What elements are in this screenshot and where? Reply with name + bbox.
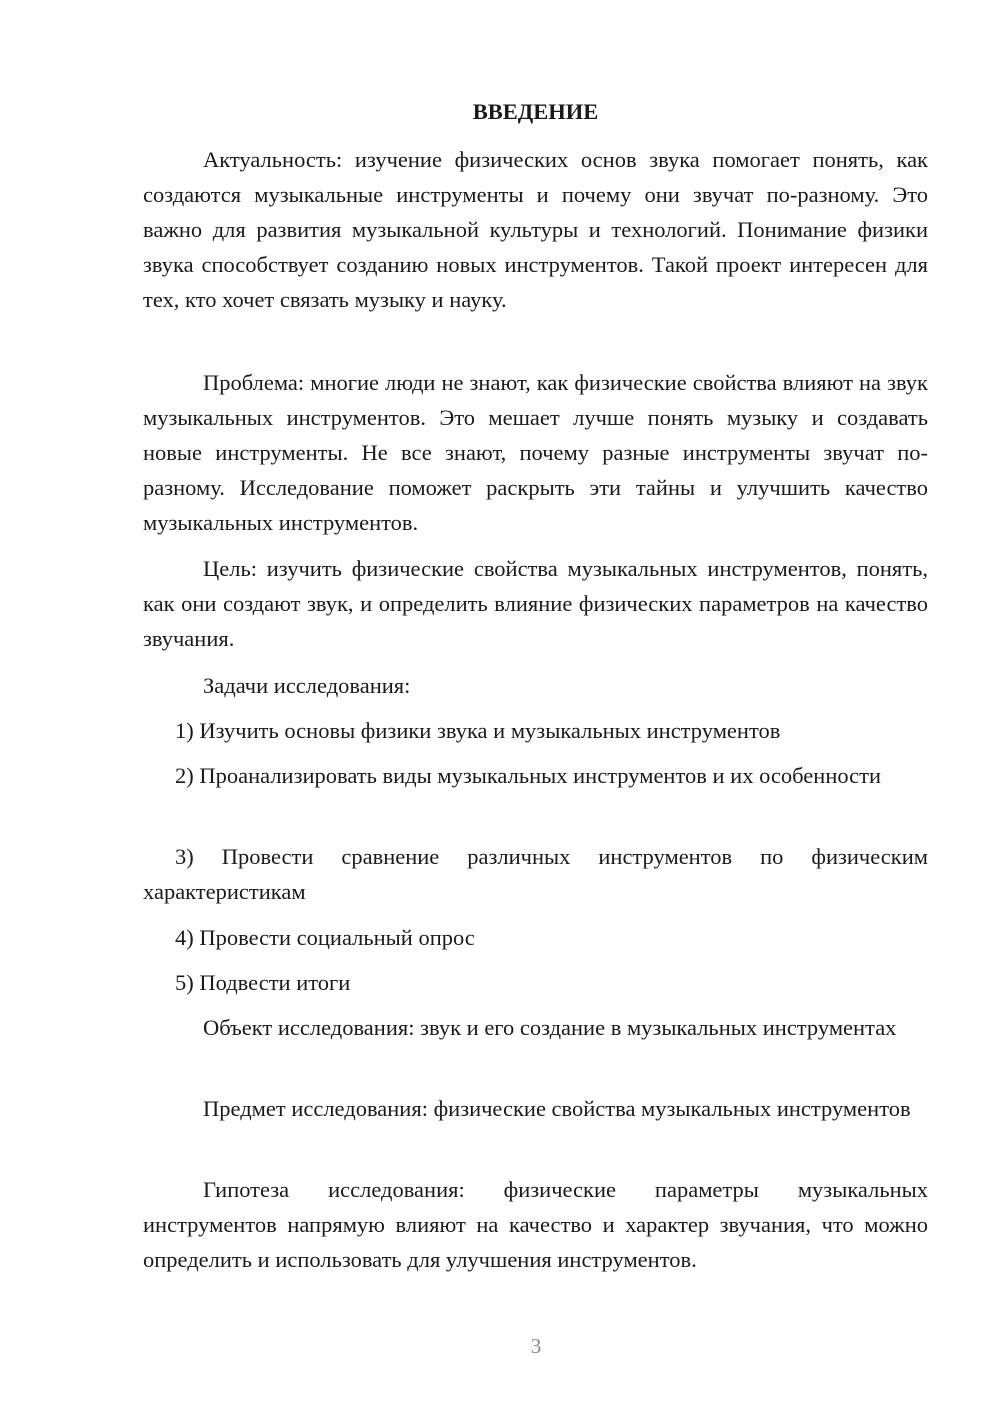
task-item-3: 3) Провести сравнение различных инструментов по физическим характеристикам <box>143 844 928 904</box>
hypothesis-paragraph: Гипотеза исследования: физические параметры музыкальных инструментов напрямую влияют на качество и характер звучания, что можно определить и использовать для улучшения инструментов. <box>143 1177 928 1272</box>
task-item-4: 4) Провести социальный опрос <box>175 925 475 950</box>
subject-paragraph: Предмет исследования: физические свойства музыкальных инструментов <box>203 1096 911 1121</box>
object-paragraph: Объект исследования: звук и его создание в музыкальных инструментах <box>203 1015 897 1040</box>
task-item-2: 2) Проанализировать виды музыкальных инструментов и их особенности <box>175 763 882 788</box>
goal-paragraph: Цель: изучить физические свойства музыкальных инструментов, понять, как они создают звук, и определить влияние физических параметров на качество звучания. <box>143 556 928 651</box>
page-number: 3 <box>530 1334 542 1358</box>
problem-paragraph: Проблема: многие люди не знают, как физические свойства влияют на звук музыкальных инструментов. Это мешает лучше понять музыку и создавать новые инструменты. Не все знают, почему разные инструменты звучат по-разному. Исследование поможет раскрыть эти тайны и улучшить качество музыкальных инструментов. <box>143 370 928 535</box>
page-title: ВВЕДЕНИЕ <box>472 99 599 124</box>
task-item-1: 1) Изучить основы физики звука и музыкальных инструментов <box>175 718 781 743</box>
task-item-5: 5) Подвести итоги <box>175 970 351 995</box>
tasks-heading: Задачи исследования: <box>203 673 411 698</box>
relevance-paragraph: Актуальность: изучение физических основ звука помогает понять, как создаются музыкальные инструменты и почему они звучат по-разному. Это важно для развития музыкальной культуры и технологий. Понимание физики звука способствует созданию новых инструментов. Такой проект интересен для тех, кто хочет связать музыку и науку. <box>143 147 928 312</box>
